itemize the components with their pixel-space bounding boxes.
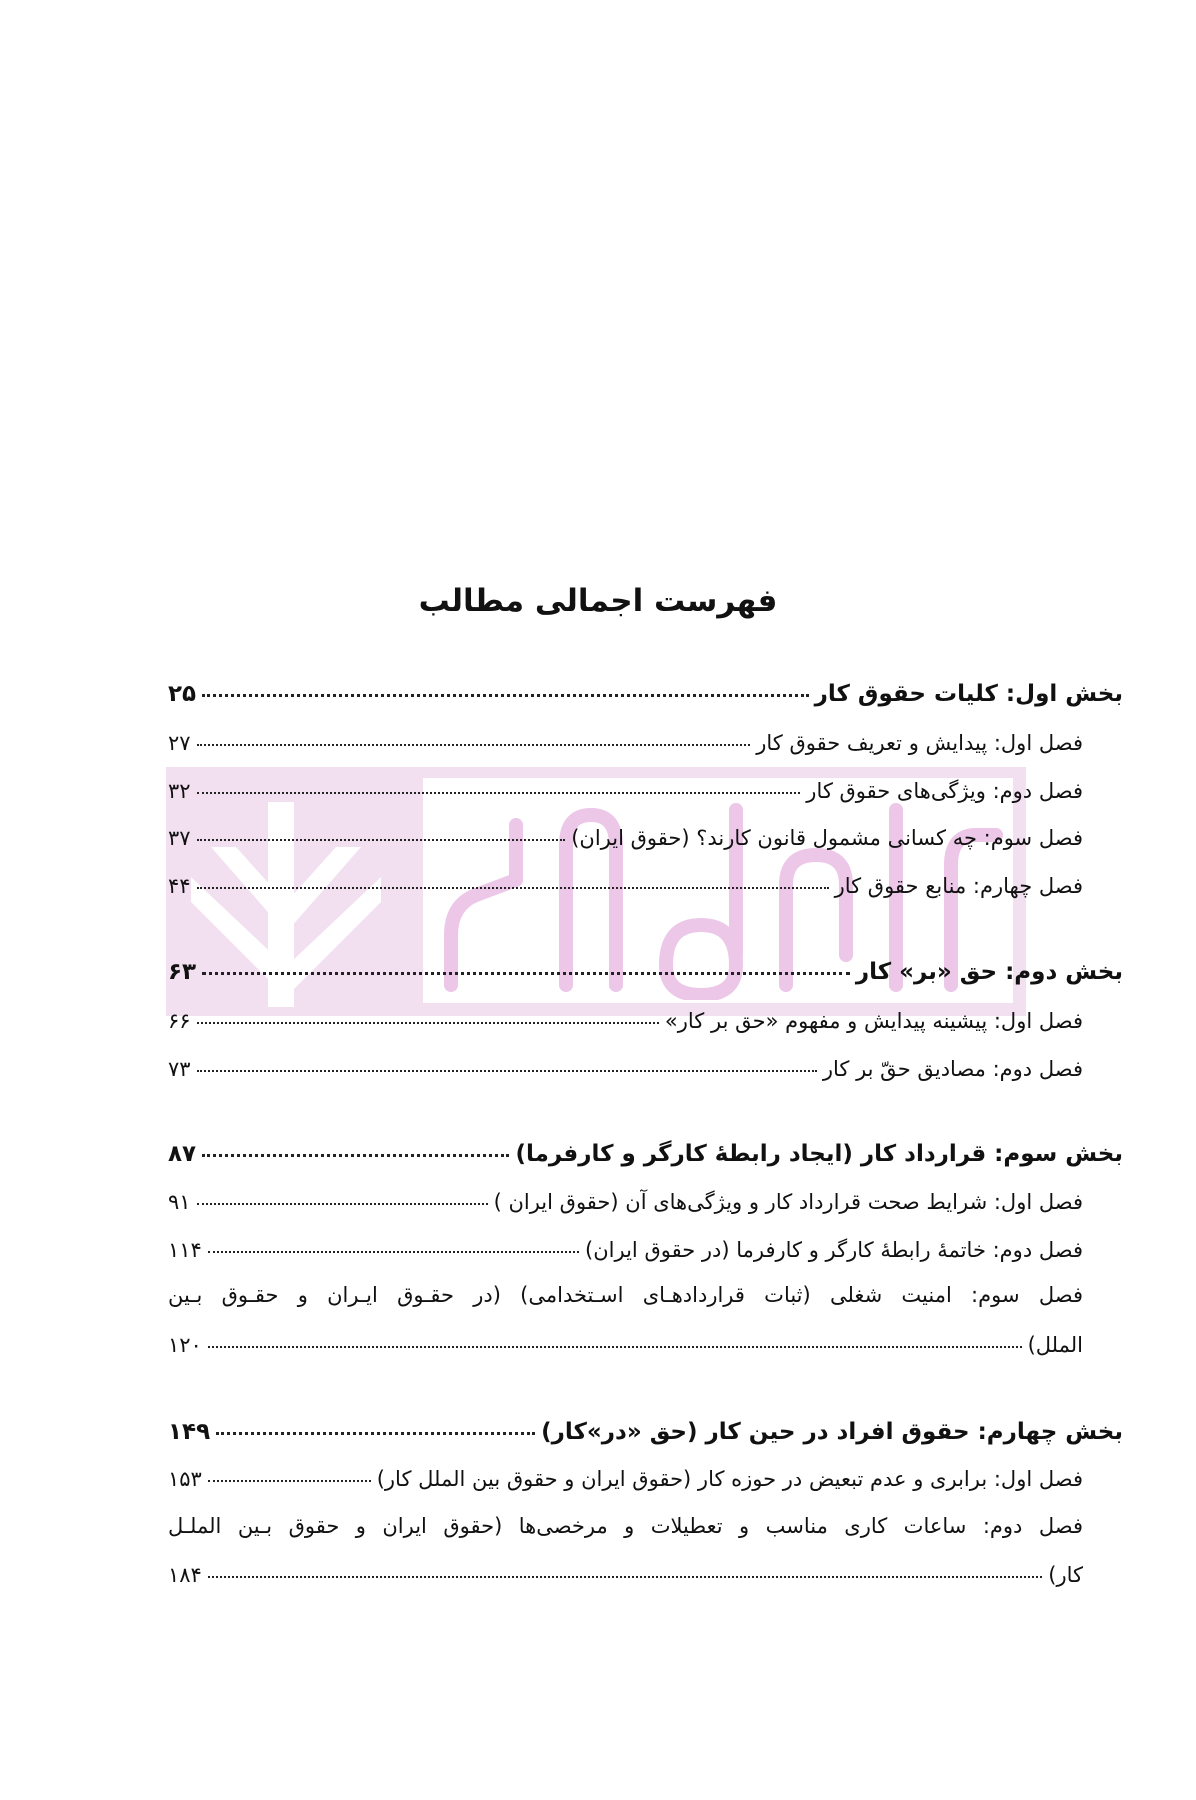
toc-chapter-line2[interactable]: [168, 1561, 1083, 1587]
dot-leader: [197, 777, 801, 798]
toc-page-number: ۲۵: [168, 681, 197, 707]
dot-leader: [202, 678, 809, 701]
toc-chapter-label: فصل اول: برابری و عدم تبعیض در حوزه کار (حقوق ایران و حقوق بین الملل کار): [376, 1467, 1083, 1491]
dot-leader: [202, 1138, 509, 1161]
toc-page-number: ۳۷: [168, 826, 191, 850]
toc-chapter-label: فصل دوم: مصادیق حقّ بر کار: [822, 1057, 1083, 1081]
toc-part-3[interactable]: [168, 1138, 1123, 1167]
dot-leader: [208, 1236, 579, 1257]
dot-leader: [208, 1331, 1022, 1352]
toc-chapter-line1[interactable]: [168, 1514, 1083, 1538]
toc-chapter-label: فصل دوم: خاتمهٔ رابطهٔ کارگر و کارفرما (در حقوق ایران): [585, 1238, 1083, 1262]
page-title: فهرست اجمالی مطالب: [418, 583, 778, 619]
toc-part-label: بخش دوم: حق «بر» کار: [855, 959, 1123, 985]
dot-leader: [208, 1465, 371, 1486]
toc-part-4[interactable]: [168, 1416, 1123, 1445]
toc-part-label: بخش اول: کلیات حقوق کار: [814, 681, 1123, 707]
dot-leader: [208, 1561, 1042, 1582]
toc-chapter-label: فصل سوم: چه کسانی مشمول قانون کارند؟ (حقوق ایران): [571, 826, 1083, 850]
toc-chapter[interactable]: [168, 1188, 1083, 1214]
dot-leader: [202, 956, 850, 979]
toc-page-number: ۹۱: [168, 1190, 191, 1214]
dot-leader: [197, 1007, 659, 1028]
toc-page-number: ۱۵۳: [168, 1467, 202, 1491]
toc-chapter-label: فصل اول: پیدایش و تعریف حقوق کار: [756, 731, 1083, 755]
toc-chapter[interactable]: [168, 872, 1083, 898]
toc-page-number: ۶۳: [168, 959, 197, 985]
toc-page-number: ۱۴۹: [168, 1419, 211, 1445]
dot-leader: [197, 729, 751, 750]
toc-chapter-label: فصل چهارم: منابع حقوق کار: [834, 874, 1083, 898]
toc-part-label: بخش سوم: قرارداد کار (ایجاد رابطهٔ کارگر و کارفرما): [515, 1141, 1123, 1167]
toc-chapter-label: الملل): [1027, 1333, 1083, 1357]
toc-chapter-label: فصل سوم: امنیت شغلی (ثبات قراردادهـای اسـتخدامی) (در حقـوق ایـران و حقـوق بـین: [168, 1283, 1083, 1307]
toc-chapter[interactable]: [168, 1465, 1083, 1491]
dot-leader: [197, 1055, 817, 1076]
dot-leader: [216, 1416, 535, 1439]
toc-page-number: ۳۲: [168, 779, 191, 803]
toc-chapter-label: کار): [1048, 1563, 1083, 1587]
dot-leader: [197, 824, 566, 845]
dot-leader: [197, 1188, 488, 1209]
toc-page-number: ۷۳: [168, 1057, 191, 1081]
toc-chapter-label: فصل دوم: ساعات کاری مناسب و تعطیلات و مرخصی‌ها (حقوق ایران و حقوق بـین الملـل: [168, 1514, 1083, 1538]
dot-leader: [197, 872, 829, 893]
toc-chapter-line1[interactable]: [168, 1283, 1083, 1307]
toc-page-number: ۱۲۰: [168, 1333, 202, 1357]
toc-part-label: بخش چهارم: حقوق افراد در حین کار (حق «در»کار): [541, 1419, 1123, 1445]
toc-chapter[interactable]: [168, 1055, 1083, 1081]
toc-part-1[interactable]: [168, 678, 1123, 707]
toc-page-number: ۱۱۴: [168, 1238, 202, 1262]
toc-page-number: ۶۶: [168, 1009, 191, 1033]
toc-chapter-label: فصل اول: پیشینه پیدایش و مفهوم «حق بر کار»: [664, 1009, 1083, 1033]
toc-page-number: ۸۷: [168, 1141, 197, 1167]
toc-chapter[interactable]: [168, 777, 1083, 803]
toc-chapter-label: فصل اول: شرایط صحت قرارداد کار و ویژگی‌های آن (حقوق ایران ): [493, 1190, 1083, 1214]
toc-part-2[interactable]: [168, 956, 1123, 985]
toc-page-number: ۴۴: [168, 874, 191, 898]
toc-page-number: ۲۷: [168, 731, 191, 755]
toc-page-number: ۱۸۴: [168, 1563, 202, 1587]
toc-chapter[interactable]: [168, 1236, 1083, 1262]
toc-chapter[interactable]: [168, 729, 1083, 755]
toc-chapter-line2[interactable]: [168, 1331, 1083, 1357]
toc-chapter[interactable]: [168, 1007, 1083, 1033]
toc-chapter[interactable]: [168, 824, 1083, 850]
toc-chapter-label: فصل دوم: ویژگی‌های حقوق کار: [806, 779, 1083, 803]
